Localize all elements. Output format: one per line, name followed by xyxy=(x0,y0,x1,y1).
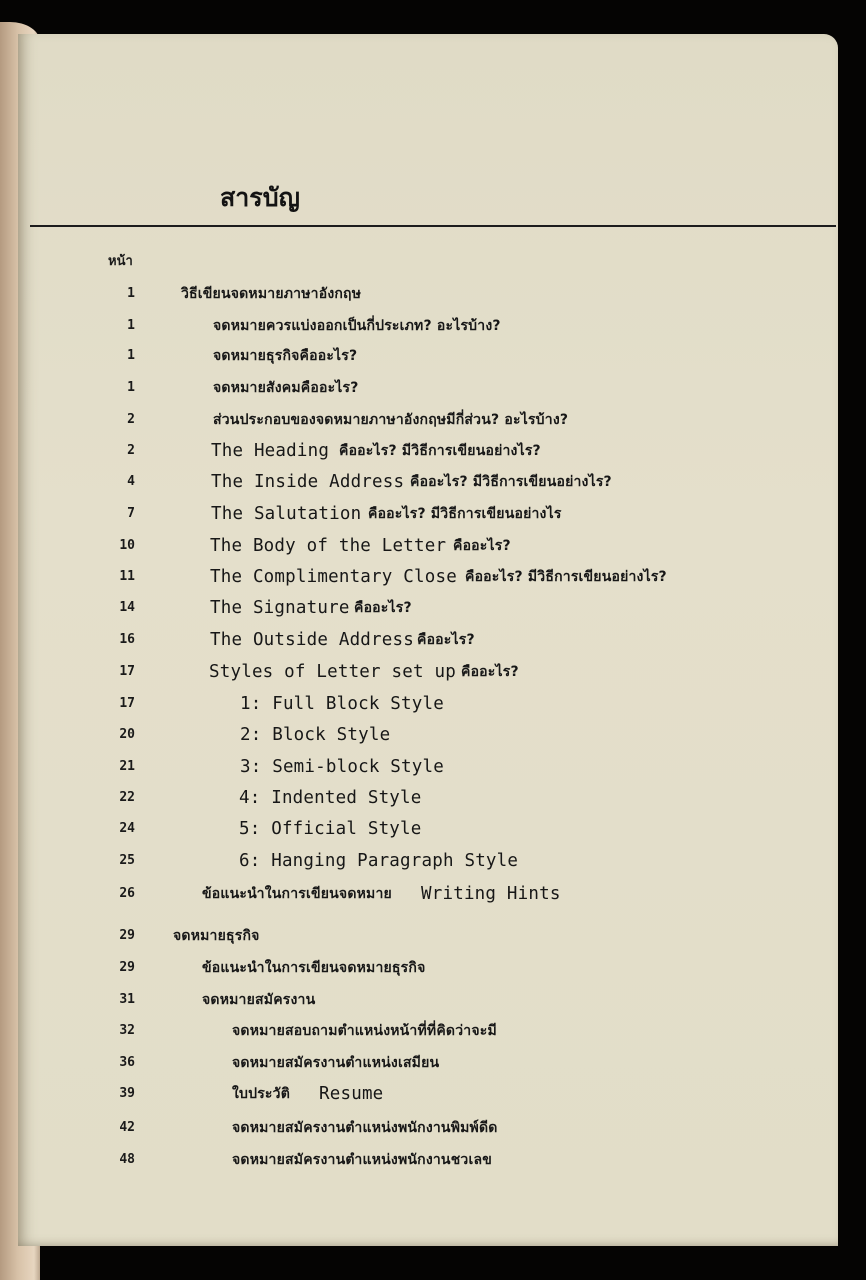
toc-row xyxy=(0,690,840,718)
toc-entry-text: จดหมายธุรกิจคืออะไร? xyxy=(213,348,358,364)
toc-entry-suffix: คืออะไร? xyxy=(354,600,412,616)
toc-row xyxy=(0,880,840,908)
toc-row xyxy=(0,922,840,950)
toc-page-number: 39 xyxy=(119,1086,135,1101)
toc-page-number: 26 xyxy=(119,886,135,901)
toc-entry-suffix: คืออะไร? มีวิธีการเขียนอย่างไร xyxy=(368,506,562,522)
toc-entry-text: 5: Official Style xyxy=(239,819,422,839)
toc-page-number: 2 xyxy=(127,412,135,427)
toc-row xyxy=(0,532,840,560)
toc-page-number: 14 xyxy=(119,600,135,615)
toc-row xyxy=(0,437,840,465)
toc-entry-text: ข้อแนะนำในการเขียนจดหมาย xyxy=(202,886,392,902)
toc-page-number: 7 xyxy=(127,506,135,521)
toc-page-number: 31 xyxy=(119,992,135,1007)
title-underline xyxy=(30,225,836,227)
toc-entry-suffix: คืออะไร? มีวิธีการเขียนอย่างไร? xyxy=(465,569,667,585)
toc-entry-text: วิธีเขียนจดหมายภาษาอังกฤษ xyxy=(181,286,362,302)
toc-entry-text: The Heading xyxy=(211,441,330,461)
toc-entry-text: จดหมายธุรกิจ xyxy=(173,928,260,944)
toc-row xyxy=(0,280,840,308)
toc-row xyxy=(0,500,840,528)
toc-row xyxy=(0,1114,840,1142)
toc-page-number: 1 xyxy=(127,380,135,395)
toc-entry-text: 6: Hanging Paragraph Style xyxy=(239,851,519,871)
toc-page-number: 25 xyxy=(119,853,135,868)
toc-entry-text: 2: Block Style xyxy=(240,725,391,745)
toc-entry-text: Styles of Letter set up xyxy=(209,662,456,682)
toc-row xyxy=(0,312,840,340)
toc-row xyxy=(0,986,840,1014)
toc-row xyxy=(0,847,840,875)
toc-entry-suffix: Resume xyxy=(319,1084,384,1104)
toc-entry-text: จดหมายสังคมคืออะไร? xyxy=(213,380,359,396)
toc-entry-text: The Salutation xyxy=(211,504,362,524)
toc-entry-suffix: คืออะไร? xyxy=(417,632,475,648)
toc-page-number: 29 xyxy=(119,960,135,975)
toc-entry-text: จดหมายควรแบ่งออกเป็นกี่ประเภท? อะไรบ้าง? xyxy=(213,318,501,334)
toc-page-number: 4 xyxy=(127,474,135,489)
toc-row xyxy=(0,1049,840,1077)
toc-entry-text: 4: Indented Style xyxy=(239,788,422,808)
toc-row xyxy=(0,626,840,654)
toc-page-number: 11 xyxy=(119,569,135,584)
toc-entry-text: จดหมายสมัครงานตำแหน่งพนักงานพิมพ์ดีด xyxy=(232,1120,498,1136)
toc-page-number: 29 xyxy=(119,928,135,943)
toc-row xyxy=(0,815,840,843)
toc-row xyxy=(0,753,840,781)
toc-entry-text: The Signature xyxy=(210,598,350,618)
toc-page-number: 36 xyxy=(119,1055,135,1070)
toc-entry-suffix: Writing Hints xyxy=(421,884,561,904)
toc-page-number: 17 xyxy=(119,664,135,679)
toc-page-number: 20 xyxy=(119,727,135,742)
toc-row xyxy=(0,374,840,402)
toc-page-number: 24 xyxy=(119,821,135,836)
toc-page-number: 1 xyxy=(127,318,135,333)
toc-row xyxy=(0,1146,840,1174)
toc-row xyxy=(0,1017,840,1045)
toc-entry-text: The Complimentary Close xyxy=(210,567,457,587)
toc-entry-suffix: คืออะไร? xyxy=(461,664,519,680)
toc-page-number: 42 xyxy=(119,1120,135,1135)
toc-page-number: 16 xyxy=(119,632,135,647)
toc-entry-text: 3: Semi-block Style xyxy=(240,757,444,777)
toc-entry-text: 1: Full Block Style xyxy=(240,694,444,714)
toc-entry-suffix: คืออะไร? xyxy=(453,538,511,554)
toc-entry-suffix: คืออะไร? มีวิธีการเขียนอย่างไร? xyxy=(410,474,612,490)
toc-row xyxy=(0,658,840,686)
toc-row xyxy=(0,721,840,749)
toc-page-number: 10 xyxy=(119,538,135,553)
page-title: สารบัญ xyxy=(220,183,300,212)
toc-row xyxy=(0,594,840,622)
toc-entry-text: จดหมายสมัครงานตำแหน่งพนักงานชวเลข xyxy=(232,1152,492,1168)
toc-page-number: 2 xyxy=(127,443,135,458)
toc-row xyxy=(0,784,840,812)
toc-row xyxy=(0,954,840,982)
toc-page-number: 48 xyxy=(119,1152,135,1167)
toc-page-number: 1 xyxy=(127,286,135,301)
toc-row xyxy=(0,563,840,591)
toc-entry-text: ข้อแนะนำในการเขียนจดหมายธุรกิจ xyxy=(202,960,426,976)
toc-entry-text: จดหมายสมัครงานตำแหน่งเสมียน xyxy=(232,1055,440,1071)
page-column-label: หน้า xyxy=(108,254,133,269)
toc-page-number: 22 xyxy=(119,790,135,805)
toc-row xyxy=(0,468,840,496)
toc-page-number: 32 xyxy=(119,1023,135,1038)
toc-entry-text: จดหมายสอบถามตำแหน่งหน้าที่ที่คิดว่าจะมี xyxy=(232,1023,497,1039)
toc-row xyxy=(0,1080,840,1108)
toc-page-number: 1 xyxy=(127,348,135,363)
toc-entry-text: ส่วนประกอบของจดหมายภาษาอังกฤษมีกี่ส่วน? อะไรบ้าง? xyxy=(213,412,569,428)
toc-entry-text: The Outside Address xyxy=(210,630,414,650)
toc-entry-text: The Body of the Letter xyxy=(210,536,447,556)
toc-row xyxy=(0,342,840,370)
toc-entry-text: The Inside Address xyxy=(211,472,405,492)
toc-page-number: 17 xyxy=(119,696,135,711)
toc-row xyxy=(0,406,840,434)
toc-page-number: 21 xyxy=(119,759,135,774)
toc-entry-text: ใบประวัติ xyxy=(232,1086,291,1102)
toc-entry-text: จดหมายสมัครงาน xyxy=(202,992,316,1008)
toc-entry-suffix: คืออะไร? มีวิธีการเขียนอย่างไร? xyxy=(339,443,541,459)
